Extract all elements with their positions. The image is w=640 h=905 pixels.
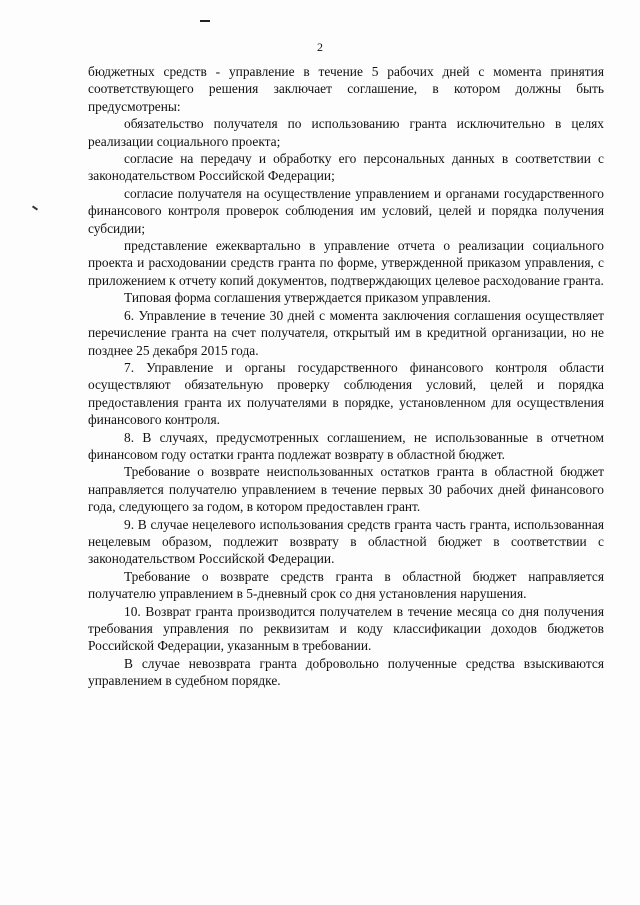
paragraph: согласие получателя на осуществление управлением и органами государственного финансового контроля проверок соблюдения им условий, целей и порядка получения субсидии; <box>88 185 604 236</box>
document-body <box>88 63 604 690</box>
paragraph: согласие на передачу и обработку его персональных данных в соответствии с законодательством Российской Федерации; <box>88 151 604 184</box>
paragraph: 8. В случаях, предусмотренных соглашением, не использованные в отчетном финансовом году остатки гранта подлежат возврату в областной бюджет. <box>88 429 604 462</box>
paragraph: Требование о возврате неиспользованных остатков гранта в областной бюджет направляется получателю управлением в течение первых 30 рабочих дней финансового года, следующего за годом, в котором предоставлен грант. <box>88 464 604 515</box>
paragraph: 7. Управление и органы государственного финансового контроля области осуществляют обязательную проверку соблюдения условий, целей и порядка предоставления гранта их получателями в порядке, установленном для осуществления финансового контроля. <box>88 359 604 428</box>
paragraph: представление ежеквартально в управление отчета о реализации социального проекта и расходовании средств гранта по форме, утвержденной приказом управления, с приложением к отчету копий документов, подтверждающих целевое расходование гранта. <box>88 238 604 288</box>
paragraph: В случае невозврата гранта добровольно полученные средства взыскиваются управлением в судебном порядке. <box>88 655 604 689</box>
paragraph: 9. В случае нецелевого использования средств гранта часть гранта, использованная нецелевым образом, подлежит возврату в областной бюджет в соответствии с законодательством Российской Федерации. <box>88 516 604 567</box>
scan-artifact <box>200 20 210 22</box>
paragraph: Требование о возврате средств гранта в областной бюджет направляется получателю управлением в 5-дневный срок со дня установления нарушения. <box>88 568 604 602</box>
scan-artifact <box>32 205 38 210</box>
paragraph: бюджетных средств - управление в течение 5 рабочих дней с момента принятия соответствующего решения заключает соглашение, в котором должны быть предусмотрены: <box>88 64 604 114</box>
paragraph: 6. Управление в течение 30 дней с момента заключения соглашения осуществляет перечисление гранта на счет получателя, открытый им в кредитной организации, но не позднее 25 декабря 2015 года. <box>88 307 604 358</box>
page-number: 2 <box>317 40 323 54</box>
paragraph: обязательство получателя по использованию гранта исключительно в целях реализации социального проекта; <box>88 116 604 149</box>
paragraph: 10. Возврат гранта производится получателем в течение месяца со дня получения требования управления по реквизитам и коду классификации доходов бюджетов Российской Федерации, указанным в требовании. <box>88 603 604 654</box>
paragraph: Типовая форма соглашения утверждается приказом управления. <box>124 290 491 306</box>
